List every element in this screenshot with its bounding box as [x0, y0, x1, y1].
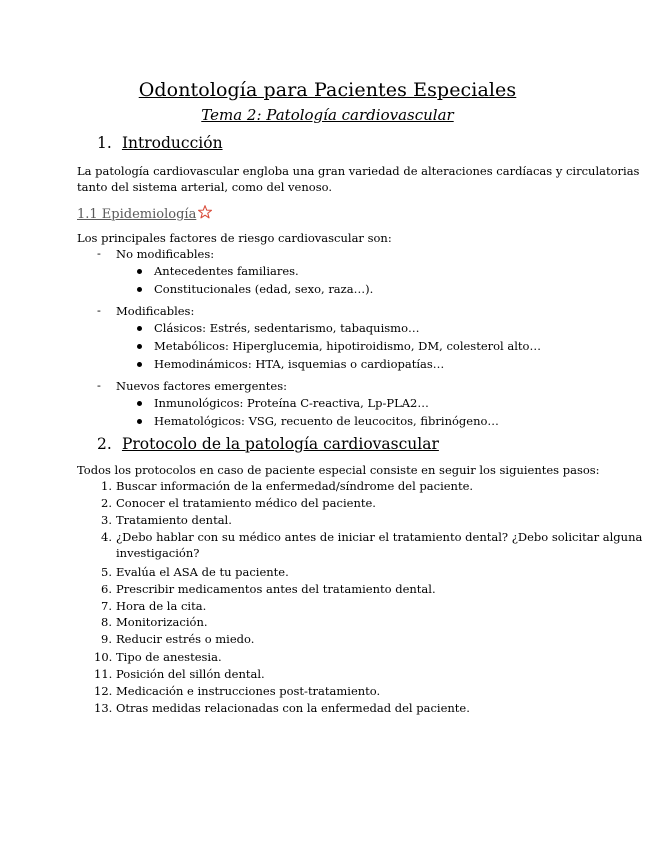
section-number: 1.	[97, 134, 112, 152]
bullet-icon	[137, 269, 142, 274]
step-number: 7.	[101, 599, 112, 613]
document-subtitle: Tema 2: Patología cardiovascular	[201, 106, 454, 124]
paragraph-line: tanto del sistema arterial, como del venoso.	[77, 180, 332, 194]
section-2-heading	[97, 435, 439, 453]
group-label: Nuevos factores emergentes:	[116, 379, 288, 393]
step-number: 3.	[101, 513, 112, 527]
list-item: Hematológicos: VSG, recuento de leucocitos, fibrinógeno…	[154, 414, 499, 428]
step-number: 8.	[101, 615, 112, 629]
step-number: 11.	[94, 667, 113, 681]
group-label: Modificables:	[116, 304, 195, 318]
intro-text: Todos los protocolos en caso de paciente especial consiste en seguir los siguientes pasos:	[77, 463, 600, 477]
list-item: Hemodinámicos: HTA, isquemias o cardiopatías…	[154, 357, 445, 371]
step-number: 10.	[94, 650, 113, 664]
bullet-icon	[137, 419, 142, 424]
step-number: 5.	[101, 565, 112, 579]
list-item: Constitucionales (edad, sexo, raza…).	[154, 282, 374, 296]
section-1-heading	[97, 134, 223, 152]
step-number: 9.	[101, 632, 112, 646]
step-text: Conocer el tratamiento médico del paciente.	[116, 496, 376, 510]
star-outline-icon	[197, 204, 213, 224]
group-label: No modificables:	[116, 247, 215, 261]
step-text: Prescribir medicamentos antes del tratamiento dental.	[116, 582, 436, 596]
dash-marker: -	[97, 246, 101, 260]
bullet-icon	[137, 287, 142, 292]
step-text: ¿Debo hablar con su médico antes de iniciar el tratamiento dental? ¿Debo solicitar alguna	[116, 530, 643, 544]
step-text: Tratamiento dental.	[116, 513, 232, 527]
bullet-icon	[137, 326, 142, 331]
step-text: Otras medidas relacionadas con la enfermedad del paciente.	[116, 701, 470, 715]
step-text-continuation: investigación?	[116, 546, 200, 560]
step-number: 6.	[101, 582, 112, 596]
step-text: Evalúa el ASA de tu paciente.	[116, 565, 289, 579]
step-text: Tipo de anestesia.	[116, 650, 222, 664]
list-item: Antecedentes familiares.	[154, 264, 299, 278]
subsection-heading	[77, 204, 213, 224]
dash-marker: -	[97, 303, 101, 317]
step-number: 13.	[94, 701, 113, 715]
step-text: Posición del sillón dental.	[116, 667, 265, 681]
list-item: Clásicos: Estrés, sedentarismo, tabaquismo…	[154, 321, 420, 335]
section-title: Introducción	[121, 134, 223, 152]
list-item: Inmunológicos: Proteína C-reactiva, Lp-PLA2…	[154, 396, 429, 410]
step-text: Medicación e instrucciones post-tratamiento.	[116, 684, 381, 698]
step-number: 12.	[94, 684, 113, 698]
step-number: 2.	[101, 496, 112, 510]
step-number: 1.	[101, 479, 112, 493]
step-text: Monitorización.	[116, 615, 208, 629]
intro-text: Los principales factores de riesgo cardiovascular son:	[77, 231, 392, 245]
step-text: Buscar información de la enfermedad/síndrome del paciente.	[116, 479, 474, 493]
bullet-icon	[137, 401, 142, 406]
step-text: Hora de la cita.	[116, 599, 207, 613]
dash-marker: -	[97, 378, 101, 392]
section-title: Protocolo de la patología cardiovascular	[121, 435, 439, 453]
document-title: Odontología para Pacientes Especiales	[138, 79, 517, 101]
step-text: Reducir estrés o miedo.	[116, 632, 255, 646]
list-item: Metabólicos: Hiperglucemia, hipotiroidismo, DM, colesterol alto…	[154, 339, 541, 353]
bullet-icon	[137, 344, 142, 349]
section-number: 2.	[97, 435, 112, 453]
subsection-title: 1.1 Epidemiología	[77, 207, 197, 222]
bullet-icon	[137, 362, 142, 367]
step-number: 4.	[101, 530, 112, 544]
paragraph-line: La patología cardiovascular engloba una gran variedad de alteraciones cardíacas y circulatorias	[77, 164, 640, 178]
